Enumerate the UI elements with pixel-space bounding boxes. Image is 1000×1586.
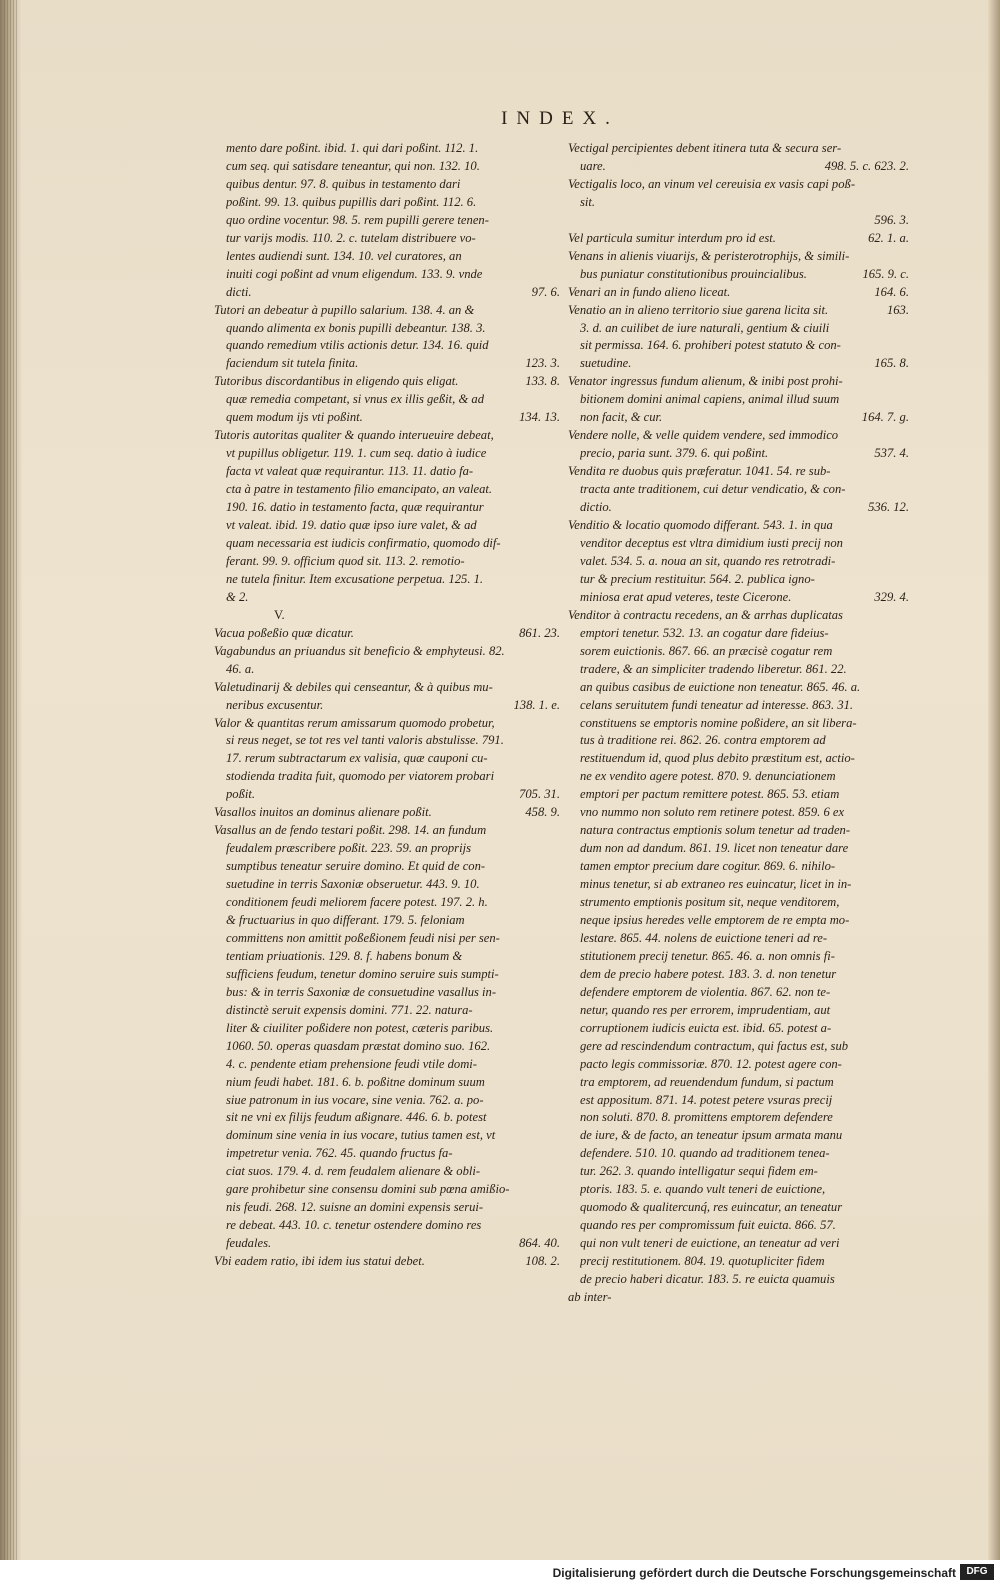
- index-entry-line: [214, 1181, 560, 1199]
- entry-text: miniosa erat apud veteres, teste Cicerone.: [580, 589, 792, 604]
- index-entry-line: [214, 822, 560, 840]
- entry-text: Vbi eadem ratio, ibi idem ius statui debet.: [214, 1254, 425, 1269]
- index-entry-line: [568, 912, 909, 930]
- index-entry-line: [214, 768, 560, 786]
- index-entry-line: [568, 750, 909, 768]
- entry-text: faciendum sit tutela finita.: [226, 356, 359, 371]
- entry-text: quomodo & qualitercunq́, res euincatur, an teneatur: [580, 1200, 843, 1215]
- entry-text: V.: [274, 607, 285, 622]
- entry-text: dicti.: [226, 284, 252, 299]
- entry-text: 3. d. an cuilibet de iure naturali, gentium & ciuili: [580, 320, 830, 335]
- index-entry-line: [568, 679, 909, 697]
- index-entry-line: [568, 176, 909, 194]
- entry-text: Venatio an in alieno territorio siue garena licita sit.: [568, 302, 829, 317]
- index-entry-line: [568, 391, 909, 409]
- index-entry-line: [214, 1217, 560, 1235]
- index-entry-line: [214, 1092, 560, 1110]
- entry-text: Venari an in fundo alieno liceat.: [568, 284, 731, 299]
- entry-text: Vendere nolle, & velle quidem vendere, sed immodico: [568, 428, 839, 443]
- entry-text: uare.: [580, 158, 606, 173]
- index-entry-line: [214, 517, 560, 535]
- index-entry-line: [214, 266, 560, 284]
- dfg-logo: DFG: [960, 1564, 994, 1580]
- book-edge: [0, 0, 22, 1560]
- index-entry-line: [214, 1038, 560, 1056]
- entry-text: de precio haberi dicatur. 183. 5. re euicta quamuis: [580, 1272, 835, 1287]
- entry-text: Vectigal percipientes debent itinera tuta & secura ser-: [568, 141, 842, 155]
- entry-text: quæ remedia competant, si vnus ex illis geßit, & ad: [226, 392, 485, 407]
- index-entry-line: [568, 571, 909, 589]
- entry-text: vt pupillus obligetur. 119. 1. cum seq. datio à iudice: [226, 446, 487, 461]
- index-entry-line: [214, 786, 560, 804]
- entry-text: qui non vult teneri de euictione, an teneatur ad veri: [580, 1236, 840, 1251]
- index-entry-line: [568, 840, 909, 858]
- entry-text: bitionem domini animal capiens, animal illud suum: [580, 392, 840, 407]
- entry-text: corruptionem iudicis euicta est. ibid. 65. potest a-: [580, 1020, 832, 1035]
- entry-text: precij restitutionem. 804. 19. quotupliciter fidem: [580, 1254, 825, 1269]
- entry-text: Valor & quantitas rerum amissarum quomodo probetur,: [214, 715, 495, 730]
- entry-text: ne tutela finitur. Item excusatione perpetua. 125. 1.: [226, 571, 484, 586]
- entry-text: Vasallus an de fendo testari poßit. 298. 14. an fundum: [214, 823, 487, 838]
- entry-page-ref: 108. 2.: [525, 1254, 560, 1269]
- entry-page-ref: 123. 3.: [525, 356, 560, 371]
- entry-page-ref: 329. 4.: [874, 589, 909, 604]
- index-entry-line: [214, 553, 560, 571]
- entry-text: nium feudi habet. 181. 6. b. poßitne dominum suum: [226, 1074, 485, 1089]
- index-entry-line: [214, 1002, 560, 1020]
- index-entry-line: [568, 858, 909, 876]
- entry-text: dominum sine venia in ius vocare, tutius tamen est, vt: [226, 1128, 496, 1143]
- entry-text: an quibus casibus de euictione non teneatur. 865. 46. a.: [580, 679, 861, 694]
- index-entry-line: [214, 1253, 560, 1271]
- index-entry-line: [214, 230, 560, 248]
- index-entry-line: [214, 948, 560, 966]
- index-entry-line: [214, 337, 560, 355]
- index-entry-line: [568, 1092, 909, 1110]
- entry-text: neque ipsius heredes velle emptorem de re empta mo-: [580, 912, 850, 927]
- index-entry-line: [214, 984, 560, 1002]
- entry-page-ref: 536. 12.: [868, 500, 909, 515]
- entry-text: quem modum ijs vti poßint.: [226, 410, 363, 425]
- entry-text: quo ordine vocentur. 98. 5. rem pupilli gerere tenen-: [226, 212, 489, 227]
- entry-text: tentiam priuationis. 129. 8. f. habens bonum &: [226, 948, 463, 963]
- index-entry-line: [568, 409, 909, 427]
- entry-text: venditor deceptus est vltra dimidium iusti precij non: [580, 535, 843, 550]
- entry-text: distinctè seruit expensis domini. 771. 22. natura-: [226, 1002, 473, 1017]
- index-entry-line: [568, 1145, 909, 1163]
- entry-text: minus tenetur, si ab extraneo res euincatur, licet in in-: [580, 877, 852, 892]
- index-entry-line: [568, 804, 909, 822]
- entry-text: nis feudi. 268. 12. suisne an domini expensis serui-: [226, 1200, 484, 1215]
- index-entry-line: [568, 1217, 909, 1235]
- index-entry-line: [568, 284, 909, 302]
- index-entry-line: [568, 1235, 909, 1253]
- entry-text: siue patronum in ius vocare, sine venia. 762. a. po-: [226, 1092, 484, 1107]
- entry-text: vt valeat. ibid. 19. datio quæ ipso iure valet, & ad: [226, 518, 477, 533]
- index-entry-line: [568, 697, 909, 715]
- entry-text: celans seruitutem fundi teneatur ad interesse. 863. 31.: [580, 697, 854, 712]
- index-entry-line: [568, 894, 909, 912]
- index-entry-line: [214, 715, 560, 733]
- index-entry-line: [568, 1199, 909, 1217]
- entry-text: liter & ciuiliter poßidere non potest, cæteris paribus.: [226, 1020, 494, 1035]
- entry-page-ref: 458. 9.: [525, 805, 560, 820]
- entry-text: committens non amittit poßeßionem feudi nisi per sen-: [226, 930, 500, 945]
- page-right-edge: [988, 0, 1000, 1560]
- index-entry-line: [214, 840, 560, 858]
- index-entry-line: [568, 194, 909, 212]
- entry-page-ref: 163.: [886, 302, 909, 317]
- left-column: [214, 140, 560, 1271]
- index-entry-line: [214, 1145, 560, 1163]
- index-entry-line: [568, 1109, 909, 1127]
- entry-text: non soluti. 870. 8. promittens emptorem defendere: [580, 1110, 833, 1125]
- index-entry-line: [568, 499, 909, 517]
- index-entry-line: [568, 1289, 909, 1307]
- index-entry-line: [568, 517, 909, 535]
- index-entry-line: [568, 625, 909, 643]
- index-entry-line: [568, 984, 909, 1002]
- entry-text: Venator ingressus fundum alienum, & inibi post prohi-: [568, 374, 843, 389]
- entry-text: quibus dentur. 97. 8. quibus in testamento dari: [226, 176, 461, 191]
- entry-text: Tutoribus discordantibus in eligendo quis eligat.: [214, 374, 459, 389]
- index-entry-line: [214, 284, 560, 302]
- entry-text: Venans in alienis viuarijs, & peristerotrophijs, & simili-: [568, 248, 850, 263]
- entry-text: vno nummo non soluto rem retinere potest. 859. 6 ex: [580, 805, 845, 820]
- entry-page-ref: 705. 31.: [519, 787, 560, 802]
- index-entry-line: [214, 930, 560, 948]
- index-entry-line: [214, 571, 560, 589]
- index-entry-line: [214, 445, 560, 463]
- entry-text: sit permissa. 164. 6. prohiberi potest statuto & con-: [580, 338, 841, 353]
- index-entry-line: [568, 822, 909, 840]
- entry-text: Vacua poßeßio quæ dicatur.: [214, 625, 354, 640]
- entry-text: emptori tenetur. 532. 13. an cogatur dare fideius-: [580, 625, 829, 640]
- entry-text: Venditor à contractu recedens, an & arrhas duplicatas: [568, 607, 843, 622]
- index-entry-line: [568, 948, 909, 966]
- entry-text: & fructuarius in quo differant. 179. 5. feloniam: [226, 912, 465, 927]
- entry-text: 1060. 50. operas quasdam præstat domino suo. 162.: [226, 1038, 491, 1053]
- entry-text: suetudine in terris Saxoniæ obseruetur. 443. 9. 10.: [226, 877, 480, 892]
- index-entry-line: [214, 1074, 560, 1092]
- entry-text: sorem euictionis. 867. 66. an præcisè cogatur rem: [580, 643, 833, 658]
- entry-text: gere ad rescindendum contractum, qui factus est, sub: [580, 1038, 849, 1053]
- index-entry-line: [568, 1038, 909, 1056]
- entry-text: feudalem præscribere poßit. 223. 59. an proprijs: [226, 841, 471, 856]
- entry-text: sumptibus teneatur seruire domino. Et quid de con-: [226, 859, 486, 874]
- index-entry-line: [214, 589, 560, 607]
- entry-text: [580, 212, 868, 230]
- entry-text: dum non ad dandum. 861. 19. licet non teneatur dare: [580, 841, 849, 856]
- entry-text: cum seq. qui satisdare teneantur, qui non. 132. 10.: [226, 158, 480, 173]
- index-entry-line: [214, 320, 560, 338]
- index-entry-line: [568, 266, 909, 284]
- entry-text: quando res per compromissum fuit euicta. 866. 57.: [580, 1218, 836, 1233]
- entry-text: Tutori an debeatur à pupillo salarium. 138. 4. an &: [214, 302, 475, 317]
- index-entry-line: [214, 176, 560, 194]
- index-entry-line: [568, 1074, 909, 1092]
- entry-page-ref: 498. 5. c. 623. 2.: [824, 158, 909, 173]
- entry-text: Tutoris autoritas qualiter & quando interueuire debeat,: [214, 428, 494, 443]
- index-entry-line: [214, 463, 560, 481]
- index-entry-line: [214, 643, 560, 661]
- entry-text: restituendum id, quod plus debito præstitum est, actio-: [580, 751, 855, 766]
- entry-text: 17. rerum subtractarum ex valisia, quæ cauponi cu-: [226, 751, 488, 766]
- index-entry-line: [568, 607, 909, 625]
- entry-text: cta à patre in testamento filio emancipato, an valeat.: [226, 482, 493, 497]
- index-entry-line: [214, 625, 560, 643]
- entry-page-ref: 133. 8.: [525, 374, 560, 389]
- entry-text: tur. 262. 3. quando intelligatur sequi fidem em-: [580, 1164, 818, 1179]
- entry-text: neribus excusentur.: [226, 697, 324, 712]
- entry-text: defendere. 510. 10. quando ad traditionem tenea-: [580, 1146, 830, 1161]
- index-entry-line: [568, 535, 909, 553]
- entry-text: conditionem feudi meliorem facere potest. 197. 2. h.: [226, 895, 488, 910]
- index-entry-line: [568, 1020, 909, 1038]
- entry-page-ref: 165. 8.: [874, 356, 909, 371]
- index-entry-line: [568, 302, 909, 320]
- entry-page-ref: 596. 3.: [874, 212, 909, 227]
- index-entry-line: [568, 1253, 909, 1271]
- index-entry-line: [568, 1181, 909, 1199]
- footer-credit: Digitalisierung gefördert durch die Deutsche Forschungsgemeinschaft: [552, 1566, 956, 1580]
- index-entry-line: [568, 427, 909, 445]
- entry-text: natura contractus emptionis solum tenetur ad traden-: [580, 823, 851, 838]
- entry-text: emptori per pactum remittere potest. 865. 53. etiam: [580, 787, 840, 802]
- index-entry-line: [568, 715, 909, 733]
- entry-page-ref: 861. 23.: [519, 625, 560, 640]
- entry-text: quando alimenta ex bonis pupilli debeantur. 138. 3.: [226, 320, 486, 335]
- index-entry-line: [214, 750, 560, 768]
- index-entry-line: [568, 876, 909, 894]
- entry-text: strumento emptionis positum sit, neque venditorem,: [580, 895, 840, 910]
- entry-text: sit ne vni ex filijs feudum aßignare. 446. 6. b. potest: [226, 1110, 487, 1125]
- index-entry-line: [568, 463, 909, 481]
- entry-text: lestare. 865. 44. nolens de euictione teneri ad re-: [580, 930, 828, 945]
- index-entry-line: [214, 912, 560, 930]
- entry-text: tamen emptor precium dare cogitur. 869. 6. nihilo-: [580, 859, 836, 874]
- entry-text: tus à traditione rei. 862. 26. contra emptorem ad: [580, 733, 826, 748]
- entry-text: Vendita re duobus quis præferatur. 1041. 54. re sub-: [568, 464, 831, 479]
- entry-page-ref: 537. 4.: [874, 446, 909, 461]
- entry-text: Vagabundus an priuandus sit beneficio & emphyteusi. 82.: [214, 643, 505, 658]
- entry-text: bus: & in terris Saxoniæ de consuetudine vasallus in-: [226, 984, 497, 999]
- entry-text: lentes audiendi sunt. 134. 10. vel curatores, an: [226, 248, 462, 263]
- index-entry-line: [214, 1109, 560, 1127]
- entry-text: stodienda tradita fuit, quomodo per viatorem probari: [226, 769, 495, 784]
- entry-page-ref: 164. 7. g.: [861, 410, 909, 425]
- entry-text: 190. 16. datio in testamento facta, quæ requirantur: [226, 500, 484, 515]
- entry-text: quando remedium vtilis actionis detur. 134. 16. quid: [226, 338, 489, 353]
- index-entry-line: [214, 1056, 560, 1074]
- index-entry-line: [568, 643, 909, 661]
- entry-text: tra emptorem, ad reuendendum fundum, si pactum: [580, 1074, 834, 1089]
- entry-text: tur varijs modis. 110. 2. c. tutelam distribuere vo-: [226, 230, 476, 245]
- index-entry-line: [214, 1163, 560, 1181]
- entry-text: tur & precium restituitur. 564. 2. publica igno-: [580, 571, 815, 586]
- index-entry-line: [214, 194, 560, 212]
- entry-text: Venditio & locatio quomodo differant. 543. 1. in qua: [568, 518, 833, 533]
- index-entry-line: [568, 1163, 909, 1181]
- entry-text: stitutionem precij tenetur. 865. 46. a. non omnis fi-: [580, 948, 835, 963]
- index-entry-line: [214, 1020, 560, 1038]
- entry-text: tracta ante traditionem, cui detur vendicatio, & con-: [580, 482, 846, 497]
- index-entry-line: [568, 589, 909, 607]
- entry-text: ab inter-: [568, 1290, 612, 1304]
- entry-text: 46. a.: [226, 661, 255, 676]
- index-entry-line: [568, 1271, 909, 1289]
- running-head: INDEX.: [501, 108, 619, 129]
- index-entry-line: [568, 553, 909, 571]
- entry-text: si reus neget, se tot res vel tanti valoris abstulisse. 791.: [226, 733, 504, 748]
- index-entry-line: [568, 230, 909, 248]
- index-entry-line: [214, 140, 560, 158]
- section-letter: [214, 607, 560, 625]
- index-entry-line: [568, 481, 909, 499]
- index-entry-line: [568, 445, 909, 463]
- index-entry-line: [214, 535, 560, 553]
- entry-text: bus puniatur constitutionibus prouincialibus.: [580, 266, 807, 281]
- entry-text: constituens se emptoris nomine poßidere, an sit libera-: [580, 715, 857, 730]
- entry-text: sufficiens feudum, tenetur domino seruire suis sumpti-: [226, 966, 499, 981]
- index-entry-line: [568, 320, 909, 338]
- index-entry-line: [568, 1127, 909, 1145]
- entry-text: Vasallos inuitos an dominus alienare poßit.: [214, 805, 432, 820]
- index-entry-line: [214, 391, 560, 409]
- entry-text: ne ex vendito agere potest. 870. 9. denunciationem: [580, 769, 836, 784]
- index-entry-line: [568, 786, 909, 804]
- entry-text: impetretur venia. 762. 45. quando fructus fa-: [226, 1146, 453, 1161]
- index-entry-line: [214, 481, 560, 499]
- entry-text: ferant. 99. 9. officium quod sit. 113. 2. remotio-: [226, 553, 465, 568]
- index-entry-line: [214, 427, 560, 445]
- index-entry-line: [214, 894, 560, 912]
- index-entry-line: [214, 409, 560, 427]
- index-entry-line: [214, 212, 560, 230]
- entry-text: Valetudinarij & debiles qui censeantur, & à quibus mu-: [214, 679, 493, 694]
- entry-page-ref: 97. 6.: [531, 284, 560, 299]
- entry-text: sit.: [580, 194, 596, 209]
- index-entry-line: [568, 966, 909, 984]
- entry-text: pacto legis commissoriæ. 870. 12. potest agere con-: [580, 1056, 842, 1071]
- index-entry-line: [214, 697, 560, 715]
- index-entry-line: [214, 858, 560, 876]
- entry-text: re debeat. 443. 10. c. tenetur ostendere domino res: [226, 1218, 482, 1233]
- index-entry-line: [568, 373, 909, 391]
- index-entry-line: [214, 966, 560, 984]
- index-entry-line: [568, 337, 909, 355]
- index-entry-line: [568, 930, 909, 948]
- entry-text: dictio.: [580, 500, 612, 515]
- index-entry-line: [214, 1235, 560, 1253]
- entry-text: tradere, & an simpliciter tradendo liberetur. 861. 22.: [580, 661, 847, 676]
- entry-text: 4. c. pendente etiam prehensione feudi vtile domi-: [226, 1056, 477, 1071]
- entry-text: de iure, & de facto, an teneatur ipsum armata manu: [580, 1128, 843, 1143]
- entry-text: poßint. 99. 13. quibus pupillis dari poßint. 112. 6.: [226, 194, 477, 209]
- entry-text: feudales.: [226, 1236, 272, 1251]
- index-entry-line: [214, 302, 560, 320]
- index-entry-line: [214, 499, 560, 517]
- index-entry-line: [568, 661, 909, 679]
- entry-text: suetudine.: [580, 356, 632, 371]
- book-edge-lines: [4, 0, 18, 1560]
- index-entry-line: [214, 679, 560, 697]
- entry-text: valet. 534. 5. a. noua an sit, quando res retrotradi-: [580, 553, 836, 568]
- entry-text: ptoris. 183. 5. e. quando vult teneri de euictione,: [580, 1182, 826, 1197]
- index-entry-line: [568, 248, 909, 266]
- right-column: [568, 140, 909, 1307]
- index-entry-line: [214, 355, 560, 373]
- index-entry-line: [568, 355, 909, 373]
- index-entry-line: [214, 732, 560, 750]
- index-entry-line: [214, 876, 560, 894]
- index-entry-line: [568, 1056, 909, 1074]
- index-entry-line: [214, 158, 560, 176]
- entry-text: precio, paria sunt. 379. 6. qui poßint.: [580, 446, 769, 461]
- entry-text: netur, quando res per errorem, imprudentiam, aut: [580, 1002, 831, 1017]
- entry-page-ref: 164. 6.: [874, 284, 909, 299]
- entry-page-ref: 134. 13.: [519, 410, 560, 425]
- entry-text: mento dare poßint. ibid. 1. qui dari poßint. 112. 1.: [226, 141, 479, 155]
- entry-text: facta vt valeat quæ requirantur. 113. 11. datio fa-: [226, 464, 474, 479]
- entry-text: Vectigalis loco, an vinum vel cereuisia ex vasis capi poß-: [568, 176, 856, 191]
- entry-text: quam necessaria est iudicis confirmatio, quomodo dif-: [226, 535, 501, 550]
- index-entry-line: [568, 768, 909, 786]
- entry-text: Vel particula sumitur interdum pro id est.: [568, 230, 776, 245]
- entry-page-ref: 62. 1. a.: [868, 230, 909, 245]
- index-entry-line: [214, 804, 560, 822]
- index-entry-line: [568, 212, 909, 230]
- entry-text: poßit.: [226, 787, 256, 802]
- index-entry-line: [568, 158, 909, 176]
- index-entry-line: [214, 1127, 560, 1145]
- entry-text: gare prohibetur sine consensu domini sub pœna amißio-: [226, 1182, 510, 1197]
- entry-text: defendere emptorem de violentia. 867. 62. non te-: [580, 984, 831, 999]
- entry-page-ref: 138. 1. e.: [513, 697, 560, 712]
- entry-text: non facit, & cur.: [580, 410, 663, 425]
- index-entry-line: [214, 661, 560, 679]
- entry-page-ref: 864. 40.: [519, 1236, 560, 1251]
- entry-page-ref: 165. 9. c.: [862, 266, 909, 281]
- index-entry-line: [214, 248, 560, 266]
- index-entry-line: [214, 1199, 560, 1217]
- entry-text: & 2.: [226, 589, 249, 604]
- entry-text: inuiti cogi poßint ad vnum eligendum. 133. 9. vnde: [226, 266, 483, 281]
- index-entry-line: [568, 140, 909, 158]
- index-entry-line: [568, 1002, 909, 1020]
- index-entry-line: [568, 732, 909, 750]
- entry-text: est appositum. 871. 14. potest petere vsuras precij: [580, 1092, 833, 1107]
- index-entry-line: [214, 373, 560, 391]
- entry-text: dem de precio habere potest. 183. 3. d. non tenetur: [580, 966, 837, 981]
- entry-text: ciat suos. 179. 4. d. rem feudalem alienare & obli-: [226, 1164, 481, 1179]
